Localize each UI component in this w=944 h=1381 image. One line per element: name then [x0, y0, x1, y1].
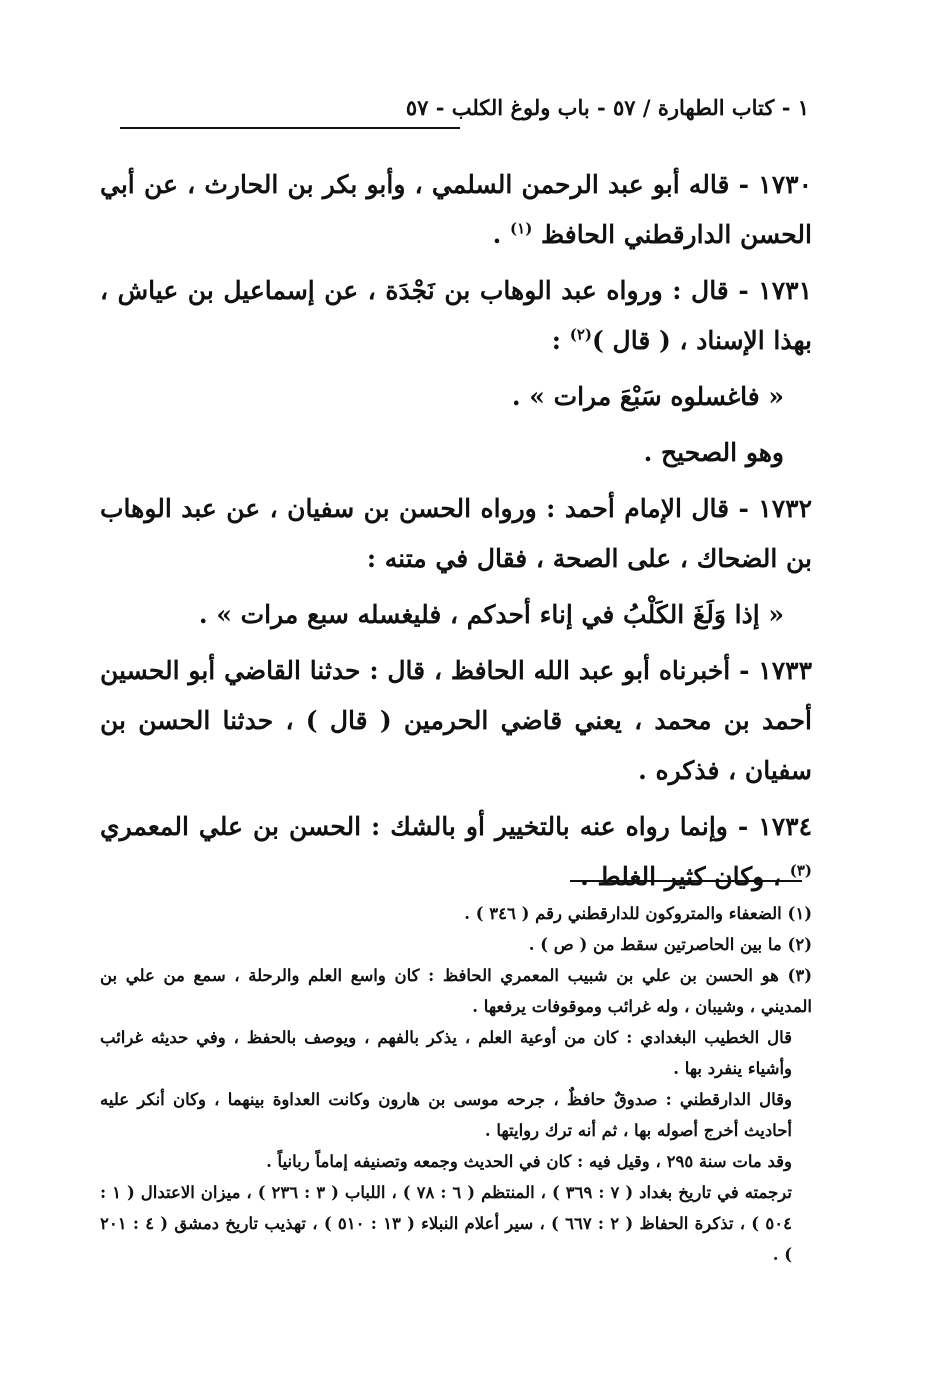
- paragraph-1733: ١٧٣٣ - أخبرناه أبو عبد الله الحافظ ، قال : حدثنا القاضي أبو الحسين أحمد بن محمد ، يعني قاضي الحرمين ( قال ) ، حدثنا الحسن بن سفيان ، فذكره .: [100, 656, 812, 785]
- footnote-separator: [570, 880, 802, 882]
- paragraph-1730: ١٧٣٠ - قاله أبو عبد الرحمن السلمي ، وأبو بكر بن الحارث ، عن أبي الحسن الدارقطني الحافظ $^{(١)}$ .: [100, 170, 812, 249]
- verdict-line: وهو الصحيح .: [643, 438, 784, 467]
- paragraph-1731: ١٧٣١ - قال : ورواه عبد الوهاب بن نَجْدَة ، عن إسماعيل بن عياش ، بهذا الإسناد ، ( قال )$^{(٢)}$ :: [100, 276, 812, 355]
- running-title: ١ - كتاب الطهارة / ٥٧ - باب ولوغ الكلب - ٥٧: [405, 95, 809, 120]
- footnote-3-daraqutni: وقال الدارقطني : صدوقٌ حافظٌ ، جرحه موسى بن هارون وكانت العداوة بينهما ، وكان أنكر عليه أحاديث أخرج أصوله بها ، ثم أنه ترك روايتها .: [100, 1090, 792, 1140]
- footnote-3-sources: ترجمته في تاريخ بغداد ( ٧ : ٣٦٩ ) ، المنتظم ( ٦ : ٧٨ ) ، اللباب ( ٣ : ٢٣٦ ) ، ميزان الاعتدال ( ١ : ٥٠٤ ) ، تذكرة الحفاظ ( ٢ : ٦٦٧ ) ، سير أعلام النبلاء ( ١٣ : ٥١٠ ) ، تهذيب تاريخ دمشق ( ٤ : ٢٠١ ) .: [100, 1183, 792, 1264]
- footnote-2: (٢) ما بين الحاصرتين سقط من ( ص ) .: [528, 935, 812, 954]
- footnotes: [100, 898, 812, 1270]
- page-header: [120, 95, 809, 135]
- paragraph-1732: ١٧٣٢ - قال الإمام أحمد : ورواه الحسن بن سفيان ، عن عبد الوهاب بن الضحاك ، على الصحة ، فقال في متنه :: [100, 494, 812, 573]
- footnote-3: (٣) هو الحسن بن علي بن شبيب المعمري الحافظ : كان واسع العلم والرحلة ، سمع من علي بن المديني ، وشيبان ، وله غرائب وموقوفات يرفعها .: [100, 966, 812, 1016]
- footnote-ref-1: (١): [510, 219, 533, 238]
- header-rule: [120, 127, 460, 129]
- quote-hadith-1: « فاغسلوه سَبْعَ مرات » .: [511, 382, 784, 411]
- footnote-ref-3: (٣): [789, 861, 812, 880]
- main-text: [100, 160, 812, 908]
- footnote-ref-2: (٢): [569, 325, 593, 344]
- footnote-3-khatib: قال الخطيب البغدادي : كان من أوعية العلم ، يذكر بالفهم ، ويوصف بالحفظ ، وفي حديثه غرائب وأشياء ينفرد بها .: [100, 1028, 792, 1078]
- footnote-1: (١) الضعفاء والمتروكون للدارقطني رقم ( ٣٤٦ ) .: [464, 904, 812, 923]
- quote-hadith-2: « إذا وَلَغَ الكَلْبُ في إناء أحدكم ، فليغسله سبع مرات » .: [198, 600, 784, 629]
- footnote-3-death: وقد مات سنة ٢٩٥ ، وقيل فيه : كان في الحديث وجمعه وتصنيفه إماماً ربانياً .: [266, 1152, 792, 1171]
- paragraph-1734: ١٧٣٤ - وإنما رواه عنه بالتخيير أو بالشك : الحسن بن علي المعمري $^{(٣)}$ ، وكان كثير الغلط .: [100, 812, 812, 891]
